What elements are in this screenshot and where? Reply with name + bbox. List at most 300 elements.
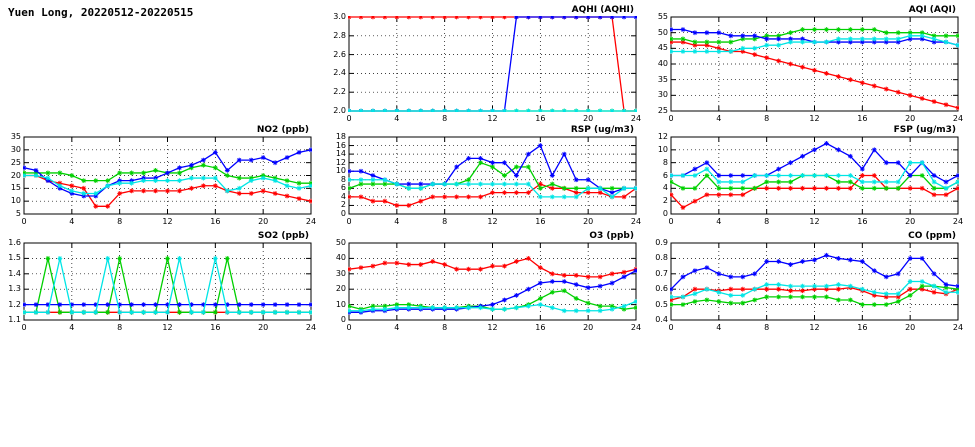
series-marker-s1 [406,203,411,208]
series-marker-s4 [359,177,364,182]
series-marker-s3 [716,173,721,178]
series-marker-s4 [165,178,170,183]
series-marker-s1 [728,287,733,292]
series-marker-s1 [165,189,170,194]
series-marker-s2 [788,30,793,35]
y-tick-label: 10 [335,166,346,176]
series-marker-s1 [141,189,146,194]
series-marker-s2 [884,186,889,191]
x-tick-label: 8 [442,323,448,332]
series-marker-s1 [764,55,769,60]
series-marker-s4 [932,37,937,42]
series-marker-s1 [442,262,447,267]
y-tick-label: 0.7 [655,268,668,278]
series-marker-s2 [693,40,698,45]
x-tick-label: 0 [346,114,352,123]
y-tick-label: 25 [657,106,668,115]
series-marker-s4 [908,160,913,165]
series-marker-s2 [848,180,853,185]
series-marker-s2 [46,171,51,176]
series-marker-s3 [586,285,591,290]
series-marker-s3 [764,37,769,42]
series-marker-s1 [836,287,841,292]
series-marker-s4 [442,305,447,310]
series-marker-s2 [598,304,603,309]
y-tick-label: 0.6 [655,284,668,294]
series-marker-s4 [776,282,781,287]
series-marker-s1 [514,190,519,195]
x-tick-label: 12 [809,114,820,123]
x-tick-label: 8 [117,323,123,332]
series-marker-s3 [896,160,901,165]
x-tick-label: 0 [21,323,27,332]
series-marker-s2 [824,295,829,300]
x-tick-label: 20 [905,114,916,123]
series-marker-s2 [896,186,901,191]
series-marker-s1 [466,194,471,199]
series-marker-s4 [598,186,603,191]
series-marker-s4 [34,310,39,315]
series-marker-s2 [693,299,698,304]
series-marker-s4 [872,290,877,295]
series-marker-s4 [704,287,709,292]
series-marker-s1 [598,190,603,195]
series-marker-s4 [550,305,555,310]
series-marker-s1 [776,186,781,191]
series-marker-s4 [57,256,62,261]
series-marker-s4 [562,194,567,199]
series-marker-s2 [514,165,519,170]
series-marker-s4 [406,305,411,310]
series-marker-s4 [213,176,218,181]
series-marker-s1 [502,190,507,195]
series-marker-s3 [610,281,615,286]
series-marker-s2 [574,186,579,191]
series-marker-s4 [502,307,507,312]
series-marker-s4 [586,308,591,313]
series-marker-s1 [932,99,937,104]
x-tick-label: 20 [258,217,269,226]
series-marker-s2 [920,284,925,289]
y-tick-label: 6 [662,170,668,180]
series-marker-s3 [728,274,733,279]
series-marker-s3 [502,298,507,303]
series-marker-s4 [788,284,793,289]
series-marker-s2 [776,295,781,300]
series-marker-s3 [693,167,698,172]
series-marker-s3 [836,256,841,261]
y-tick-label: 0.9 [655,238,668,247]
series-marker-s1 [872,84,877,89]
x-tick-label: 24 [952,217,964,226]
plot-area-co [670,242,959,321]
x-tick-label: 12 [809,217,820,226]
series-marker-s3 [562,152,567,157]
x-tick-label: 20 [583,114,594,123]
series-marker-s4 [693,173,698,178]
series-marker-s4 [920,279,925,284]
series-marker-s4 [454,305,459,310]
series-marker-s4 [57,183,62,188]
series-marker-s3 [514,293,519,298]
series-marker-s2 [704,173,709,178]
series-marker-s4 [704,167,709,172]
series-marker-s3 [740,274,745,279]
series-marker-s1 [800,288,805,293]
series-marker-s1 [442,194,447,199]
series-marker-s1 [430,259,435,264]
x-tick-label: 8 [764,114,770,123]
plot-frame [349,17,636,111]
series-marker-s1 [153,189,158,194]
series-marker-s2 [704,298,709,303]
series-marker-s2 [908,293,913,298]
series-marker-s1 [105,204,110,209]
series-marker-s2 [562,186,567,191]
series-marker-s4 [273,310,278,315]
series-marker-s3 [273,302,278,307]
series-marker-s2 [105,310,110,315]
series-marker-s1 [788,62,793,67]
series-marker-s4 [728,180,733,185]
series-marker-s4 [776,43,781,48]
series-marker-s4 [285,310,290,315]
series-marker-s4 [177,178,182,183]
series-marker-s4 [800,284,805,289]
series-marker-s4 [574,194,579,199]
series-marker-s2 [764,180,769,185]
series-marker-s3 [872,147,877,152]
series-marker-s1 [418,262,423,267]
series-marker-s2 [550,290,555,295]
series-marker-s1 [382,199,387,204]
series-marker-s4 [249,310,254,315]
series-marker-s4 [740,180,745,185]
series-marker-s3 [454,165,459,170]
series-marker-s4 [526,304,531,309]
series-marker-s3 [490,302,495,307]
series-marker-s4 [884,291,889,296]
series-marker-s4 [105,256,110,261]
series-marker-s4 [430,182,435,187]
series-marker-s4 [153,310,158,315]
series-marker-s2 [681,186,686,191]
series-marker-s4 [872,180,877,185]
series-marker-s4 [598,308,603,313]
x-tick-label: 24 [630,217,642,226]
x-tick-label: 12 [487,323,498,332]
x-tick-label: 0 [346,217,352,226]
series-marker-s2 [872,186,877,191]
y-tick-label: 2.8 [333,30,346,40]
series-marker-s2 [285,178,290,183]
series-marker-s1 [177,189,182,194]
series-marker-s4 [812,284,817,289]
series-marker-s3 [225,168,230,173]
panel-title-no2: NO2 (ppb) [256,125,309,135]
x-tick-label: 24 [305,217,317,226]
series-marker-s2 [550,182,555,187]
series-marker-s1 [622,270,627,275]
y-tick-label: 8 [662,157,668,167]
series-marker-s1 [490,264,495,269]
series-marker-s4 [514,182,519,187]
series-marker-s4 [442,182,447,187]
series-marker-s4 [69,310,74,315]
series-marker-s3 [297,302,302,307]
y-tick-label: 12 [657,132,668,141]
series-marker-s4 [848,37,853,42]
series-marker-s4 [896,291,901,296]
series-marker-s4 [359,308,364,313]
y-tick-label: 35 [657,74,668,84]
x-tick-label: 24 [952,114,964,123]
series-marker-s4 [430,305,435,310]
series-marker-s4 [418,186,423,191]
series-marker-s2 [538,186,543,191]
series-marker-s4 [46,310,51,315]
series-marker-s4 [466,182,471,187]
plot-area-no2 [23,136,312,215]
series-marker-s3 [824,141,829,146]
series-marker-s4 [836,173,841,178]
series-marker-s4 [418,305,423,310]
series-marker-s4 [932,284,937,289]
series-marker-s2 [57,171,62,176]
series-marker-s3 [105,302,110,307]
series-marker-s4 [406,186,411,191]
series-marker-s4 [297,310,302,315]
series-marker-s4 [884,180,889,185]
x-tick-label: 12 [809,323,820,332]
series-marker-s4 [740,46,745,51]
series-marker-s2 [526,165,531,170]
series-marker-s1 [81,186,86,191]
series-marker-s2 [764,295,769,300]
y-tick-label: 1.3 [8,284,21,294]
series-marker-s4 [681,295,686,300]
series-marker-s4 [752,46,757,51]
series-marker-s3 [237,158,242,163]
series-marker-s4 [117,310,122,315]
y-tick-label: 40 [657,59,668,68]
series-marker-s2 [574,296,579,301]
series-marker-s4 [681,173,686,178]
series-marker-s4 [249,178,254,183]
series-marker-s1 [824,71,829,76]
series-marker-s2 [812,295,817,300]
y-tick-label: 2.0 [333,106,346,115]
series-marker-s2 [728,40,733,45]
y-tick-label: 20 [335,284,346,294]
series-marker-s1 [418,199,423,204]
series-marker-s1 [237,191,242,196]
series-marker-s3 [538,143,543,148]
series-marker-s4 [764,43,769,48]
series-marker-s4 [490,182,495,187]
series-marker-s4 [129,181,134,186]
series-marker-s2 [177,310,182,315]
x-tick-label: 4 [394,323,400,332]
series-marker-s4 [478,182,483,187]
y-tick-label: 4 [662,183,668,193]
series-marker-s4 [550,194,555,199]
panel-title-rsp: RSP (ug/m3) [570,125,634,135]
series-marker-s4 [213,256,218,261]
series-marker-s1 [932,192,937,197]
x-tick-label: 20 [583,217,594,226]
series-marker-s3 [177,165,182,170]
series-marker-s2 [860,186,865,191]
series-marker-s3 [776,37,781,42]
series-marker-s1 [598,274,603,279]
series-marker-s2 [788,295,793,300]
series-marker-s3 [812,258,817,263]
series-marker-s4 [189,310,194,315]
series-marker-s2 [681,37,686,42]
series-marker-s2 [776,180,781,185]
series-marker-s3 [371,173,376,178]
x-tick-label: 8 [117,217,123,226]
series-marker-s1 [394,261,399,266]
series-marker-s1 [610,271,615,276]
series-marker-s4 [860,287,865,292]
series-marker-s3 [285,302,290,307]
series-marker-s2 [69,173,74,178]
series-marker-s2 [129,171,134,176]
series-marker-s1 [860,80,865,85]
y-tick-label: 10 [335,299,346,309]
series-marker-s1 [562,273,567,278]
series-marker-s3 [752,33,757,38]
series-marker-s1 [213,183,218,188]
x-tick-label: 4 [716,217,722,226]
series-marker-s4 [141,310,146,315]
series-marker-s4 [394,305,399,310]
x-tick-label: 8 [764,323,770,332]
series-marker-s2 [896,299,901,304]
series-marker-s1 [69,183,74,188]
series-marker-s4 [261,176,266,181]
series-marker-s3 [693,30,698,35]
series-marker-s4 [824,173,829,178]
series-marker-s4 [81,310,86,315]
series-marker-s2 [538,296,543,301]
series-marker-s4 [538,194,543,199]
series-marker-s2 [836,180,841,185]
series-marker-s4 [514,305,519,310]
series-marker-s1 [764,287,769,292]
series-marker-s4 [800,40,805,45]
series-marker-s3 [261,302,266,307]
series-marker-s4 [371,177,376,182]
series-marker-s2 [896,30,901,35]
x-tick-label: 4 [69,217,75,226]
series-marker-s4 [836,37,841,42]
series-marker-s4 [562,308,567,313]
series-marker-s2 [57,310,62,315]
y-tick-label: 3.0 [333,12,346,21]
series-marker-s1 [622,194,627,199]
series-marker-s2 [752,298,757,303]
series-marker-s1 [550,186,555,191]
series-marker-s1 [920,96,925,101]
x-tick-label: 20 [258,323,269,332]
y-tick-label: 35 [10,132,21,141]
series-marker-s1 [514,259,519,264]
y-tick-label: 10 [657,144,668,154]
series-marker-s3 [598,284,603,289]
series-marker-s3 [406,182,411,187]
series-marker-s4 [860,180,865,185]
plot-frame [24,137,311,214]
series-marker-s4 [896,180,901,185]
series-marker-s2 [740,301,745,306]
series-marker-s1 [944,192,949,197]
series-marker-s4 [466,305,471,310]
series-marker-s3 [153,302,158,307]
y-tick-label: 45 [657,43,668,53]
y-tick-label: 6 [340,183,346,193]
y-tick-label: 2 [340,200,346,210]
series-marker-s4 [812,173,817,178]
series-marker-s3 [776,167,781,172]
panel-title-so2: SO2 (ppb) [257,231,309,241]
x-tick-label: 4 [394,114,400,123]
series-marker-s3 [562,279,567,284]
series-marker-s3 [514,173,519,178]
series-marker-s2 [884,302,889,307]
series-marker-s3 [872,268,877,273]
series-marker-s4 [716,49,721,54]
x-tick-label: 0 [21,217,27,226]
series-marker-s4 [788,173,793,178]
series-marker-s2 [860,27,865,32]
series-marker-s2 [371,182,376,187]
series-marker-s4 [824,40,829,45]
series-marker-s1 [800,186,805,191]
series-marker-s3 [884,274,889,279]
series-marker-s2 [836,298,841,303]
series-marker-s1 [908,287,913,292]
series-marker-s2 [586,301,591,306]
series-marker-s3 [752,271,757,276]
y-tick-label: 8 [340,174,346,184]
panel-title-aqhi: AQHI (AQHI) [571,5,634,15]
series-marker-s2 [201,163,206,168]
y-tick-label: 16 [335,140,346,150]
series-marker-s3 [716,271,721,276]
series-marker-s3 [237,302,242,307]
series-marker-s4 [622,304,627,309]
x-tick-label: 8 [442,114,448,123]
series-marker-s1 [872,173,877,178]
series-marker-s3 [586,177,591,182]
series-marker-s3 [788,160,793,165]
series-marker-s4 [117,181,122,186]
series-marker-s3 [860,259,865,264]
series-marker-s2 [812,27,817,32]
series-marker-s1 [728,192,733,197]
series-marker-s4 [716,290,721,295]
series-marker-s1 [586,274,591,279]
series-marker-s3 [884,160,889,165]
series-marker-s1 [788,186,793,191]
series-marker-s4 [394,182,399,187]
x-tick-label: 24 [630,323,642,332]
series-marker-s1 [848,186,853,191]
series-marker-s1 [740,192,745,197]
